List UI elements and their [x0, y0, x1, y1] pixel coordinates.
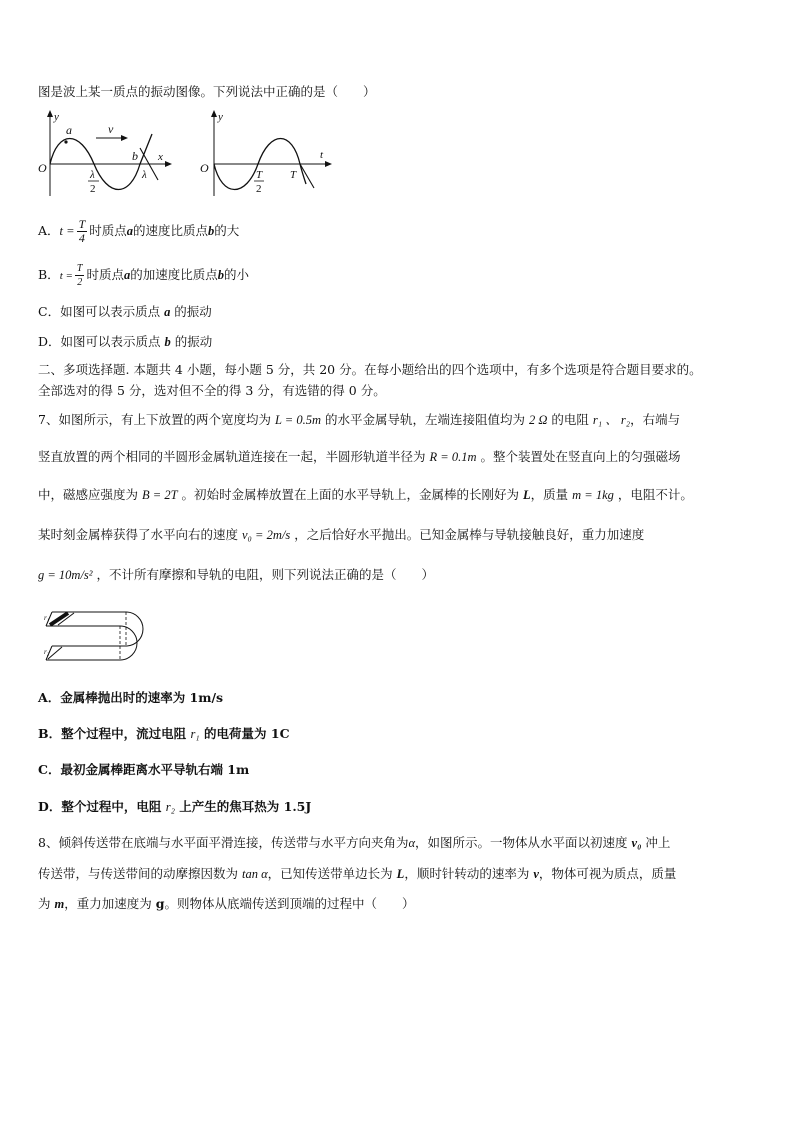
wave-x-label: x: [158, 151, 163, 163]
half-lambda-num: λ: [90, 169, 95, 181]
vib-t-label: t: [320, 149, 324, 161]
q7-option-d: D．整个过程中，电阻 r₂ 上产生的焦耳热为 1.5J: [38, 799, 312, 814]
half-T-den: 2: [256, 183, 262, 195]
q6-option-a: A．t = $\frac{T}{4}$ 时质点a的速度比质点b的大: [38, 217, 240, 245]
section2-line1: 二、多项选择题. 本题共 4 小题，每小题 5 分，共 20 分。在每小题给出的四个选项中，有多个选项是符合题目要求的。: [38, 362, 702, 377]
lambda-label: λ: [142, 169, 147, 181]
vibration-graph: [196, 108, 336, 198]
wave-origin: O: [38, 161, 47, 175]
q7-option-b: B．整个过程中，流过电阻 r₁ 的电荷量为 1C: [38, 726, 290, 741]
q8-line2: 传送带，与传送带间的动摩擦因数为 tan α，已知传送带单边长为 L，顺时针转动的速率为 v，物体可视为质点，质量: [38, 866, 677, 881]
q6-option-b: B．t = $\frac{T}{2}$ 时质点a的加速度比质点b的小: [38, 263, 250, 288]
wave-graph: [36, 108, 176, 198]
q7-line3: 中，磁感应强度为 B = 2T 。初始时金属棒放置在上面的水平导轨上，金属棒的长刚好为 L，质量 m = 1kg ，电阻不计。: [38, 487, 693, 502]
q7-option-c: C．最初金属棒距离水平导轨右端 1m: [38, 762, 250, 777]
q8-line1: 8、倾斜传送带在底端与水平面平滑连接，传送带与水平方向夹角为α，如图所示。一物体从水平面以初速度 v₀ 冲上: [38, 835, 671, 850]
r2-label: r₂: [44, 648, 50, 656]
vib-origin: O: [200, 161, 209, 175]
r1-label: r₁: [44, 614, 50, 622]
wave-y-label: y: [54, 111, 59, 123]
q6-option-d: D．如图可以表示质点 b 的振动: [38, 334, 213, 349]
q8-line3: 为 m，重力加速度为 g。则物体从底端传送到顶端的过程中（ ）: [38, 896, 415, 911]
q6-option-c: C．如图可以表示质点 a 的振动: [38, 304, 212, 319]
half-T-num: T: [256, 169, 263, 181]
q7-line4: 某时刻金属棒获得了水平向右的速度 v₀ = 2m/s ，之后恰好水平抛出。已知金属棒与导轨接触良好，重力加速度: [38, 527, 645, 542]
q6-intro: 图是波上某一质点的振动图像。下列说法中正确的是（ ）: [38, 84, 376, 99]
period-label: T: [290, 169, 297, 181]
vib-y-label: y: [218, 111, 223, 123]
half-lambda-den: 2: [90, 183, 96, 195]
velocity-label: v: [108, 122, 114, 136]
q7-option-a: A．金属棒抛出时的速率为 1m/s: [38, 690, 224, 705]
q7-line2: 竖直放置的两个相同的半圆形金属轨道连接在一起，半圆形轨道半径为 R = 0.1m 。整个装置处在竖直向上的匀强磁场: [38, 449, 681, 464]
point-a-label: a: [66, 123, 72, 137]
q7-line5: g = 10m/s² ，不计所有摩擦和导轨的电阻，则下列说法正确的是（ ）: [38, 567, 435, 582]
q7-line1: 7、如图所示，有上下放置的两个宽度均为 L = 0.5m 的水平金属导轨，左端连接阻值均为 2 Ω 的电阻 r₁ 、 r₂，右端与: [38, 412, 681, 427]
section2-line2: 全部选对的得 5 分，选对但不全的得 3 分，有选错的得 0 分。: [38, 383, 386, 398]
point-b-label: b: [132, 149, 138, 163]
rail-figure: [38, 604, 162, 668]
